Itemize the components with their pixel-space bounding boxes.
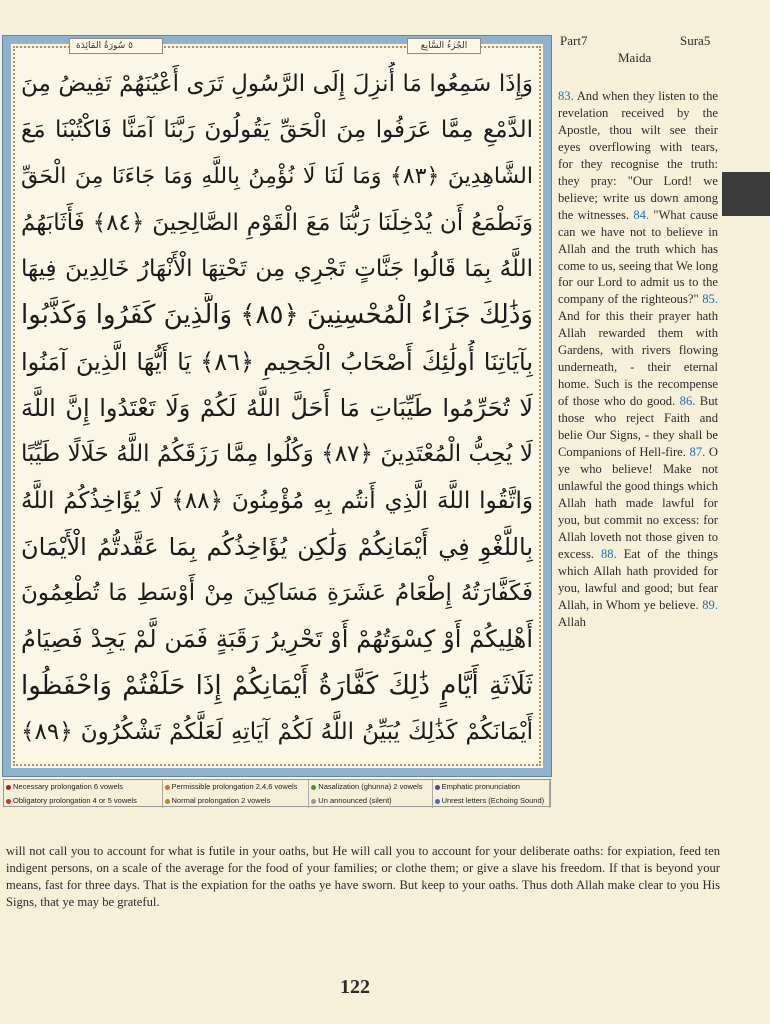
- legend-color-dot-icon: [6, 799, 11, 804]
- verse-number: 88.: [600, 546, 617, 561]
- legend-color-dot-icon: [435, 785, 440, 790]
- verse-number: 84.: [633, 207, 650, 222]
- legend-entry: [4, 794, 163, 808]
- arabic-line: وَاتَّقُوا اللَّهَ الَّذِي أَنتُم بِهِ مُؤْمِنُونَ ﴿٨٨﴾ لَا يُؤَاخِذُكُمُ اللَّهُ: [21, 487, 533, 514]
- legend-entry: [309, 780, 432, 794]
- quran-text-frame: [3, 36, 551, 776]
- legend-label: Un announced (silent): [318, 796, 392, 805]
- legend-label: Normal prolongation 2 vowels: [171, 796, 271, 805]
- legend-entry: [163, 780, 310, 794]
- english-translation-continued: will not call you to account for what is futile in your oaths, but He will call you to account for your deliberate oaths: for expiation, feed ten indigent persons, on a scale of the average for the food of your families; or clothe them; or give a slave his freedom. If that is beyond your means, fast for three days. That is the expiation for the oaths ye have sworn. But keep to your oaths. Thus doth Allah make clear to you His Signs, that ye may be grateful.: [6, 844, 720, 909]
- legend-color-dot-icon: [165, 799, 170, 804]
- verse-number: 89.: [702, 597, 718, 612]
- verse-text: And for this their prayer hath Allah rewarded them with Gardens, with rivers flowing underneath, - their eternal home. Such is the recompense of those who do good.: [558, 309, 718, 409]
- verse-number: 83.: [558, 89, 574, 103]
- legend-color-dot-icon: [311, 799, 316, 804]
- arabic-line: وَنَطْمَعُ أَن يُدْخِلَنَا رَبُّنَا مَعَ الْقَوْمِ الصَّالِحِينَ ﴿٨٤﴾ فَأَثَابَهُمُ: [21, 209, 533, 236]
- verse-text: But those who reject Faith and belie Our Signs, - they shall be Companions of Hell-fire.: [558, 394, 718, 460]
- arabic-line: لَا تُحَرِّمُوا طَيِّبَاتِ مَا أَحَلَّ اللَّهُ لَكُمْ وَلَا تَعْتَدُوا إِنَّ اللَّهَ: [21, 393, 533, 422]
- legend-entry: [309, 794, 432, 808]
- legend-entry: [433, 780, 550, 794]
- legend-label: Obligatory prolongation 4 or 5 vowels: [13, 796, 137, 805]
- tajweed-legend: [3, 779, 551, 807]
- arabic-line: أَهْلِيكُمْ أَوْ كِسْوَتُهُمْ أَوْ تَحْرِيرُ رَقَبَةٍ فَمَن لَّمْ يَجِدْ فَصِيَامُ: [21, 625, 533, 654]
- arabic-line: ثَلَاثَةِ أَيَّامٍ ذَٰلِكَ كَفَّارَةُ أَيْمَانِكُمْ إِذَا حَلَفْتُمْ وَاحْفَظُوا: [21, 670, 533, 701]
- sura-label: Sura5: [680, 33, 711, 48]
- page-side-tab: [722, 172, 770, 216]
- verse-number: 85.: [702, 292, 718, 307]
- legend-label: Permissible prolongation 2,4,6 vowels: [171, 782, 298, 791]
- legend-color-dot-icon: [6, 785, 11, 790]
- arabic-line: وَإِذَا سَمِعُوا مَا أُنزِلَ إِلَى الرَّسُولِ تَرَى أَعْيُنَهُمْ تَفِيضُ مِنَ: [21, 71, 533, 97]
- legend-label: Necessary prolongation 6 vowels: [13, 782, 124, 791]
- legend-color-dot-icon: [311, 785, 316, 790]
- legend-color-dot-icon: [435, 799, 440, 804]
- legend-entry: [4, 780, 163, 794]
- verse-text: O ye who believe! Make not unlawful the good things which Allah hath made lawful for you, but commit no excess: for Allah loveth not those given to excess.: [558, 445, 718, 561]
- verse-number: 87.: [689, 445, 706, 460]
- arabic-line: الدَّمْعِ مِمَّا عَرَفُوا مِنَ الْحَقِّ يَقُولُونَ رَبَّنَا آمَنَّا فَاكْتُبْنَا مَعَ: [21, 117, 533, 144]
- legend-label: Unrest letters (Echoing Sound): [441, 796, 545, 805]
- legend-entry: [433, 794, 550, 808]
- verse-text: And when they listen to the revelation received by the Apostle, thou wilt see their eyes overflowing with tears, for they recognise the truth: they pray: "Our Lord! we believe; write us down among the witnesses.: [558, 89, 718, 222]
- arabic-line: لَا يُحِبُّ الْمُعْتَدِينَ ﴿٨٧﴾ وَكُلُوا مِمَّا رَزَقَكُمُ اللَّهُ حَلَالًا طَيِّبًا: [21, 441, 533, 468]
- verse-text: "What cause can we have not to believe in Allah and the truth which has come to us, seeing that We long for our Lord to admit us to the company of the righteous?": [558, 207, 718, 307]
- arabic-line: أَيْمَانَكُمْ كَذَٰلِكَ يُبَيِّنُ اللَّهُ لَكُمْ آيَاتِهِ لَعَلَّكُمْ تَشْكُرُونَ ﴿٨٩﴾: [21, 718, 533, 745]
- arabic-line: الشَّاهِدِينَ ﴿٨٣﴾ وَمَا لَنَا لَا نُؤْمِنُ بِاللَّهِ وَمَا جَاءَنَا مِنَ الْحَقِّ: [21, 163, 533, 189]
- english-translation-column: [558, 88, 718, 631]
- page-number: 122: [340, 976, 370, 998]
- verse-text: Eat of the things which Allah hath provided for you, lawful and good; but fear Allah, in Whom ye believe.: [558, 546, 719, 612]
- legend-color-dot-icon: [165, 785, 170, 790]
- legend-label: Emphatic pronunciation: [441, 782, 520, 791]
- arabic-line: اللَّهُ بِمَا قَالُوا جَنَّاتٍ تَجْرِي مِن تَحْتِهَا الْأَنْهَارُ خَالِدِينَ فِيهَا: [21, 256, 533, 283]
- arabic-line: بِاللَّغْوِ فِي أَيْمَانِكُمْ وَلَٰكِن يُؤَاخِذُكُم بِمَا عَقَّدتُّمُ الْأَيْمَانَ: [21, 532, 533, 561]
- arabic-text-body: [21, 62, 533, 754]
- arabic-line: فَكَفَّارَتُهُ إِطْعَامُ عَشَرَةِ مَسَاكِينَ مِنْ أَوْسَطِ مَا تُطْعِمُونَ: [21, 580, 533, 607]
- legend-label: Nasalization (ghunna) 2 vowels: [318, 782, 423, 791]
- arabic-line: بِآيَاتِنَا أُولَٰئِكَ أَصْحَابُ الْجَحِيمِ ﴿٨٦﴾ يَا أَيُّهَا الَّذِينَ آمَنُوا: [21, 347, 533, 376]
- part-label: Part7: [560, 33, 588, 48]
- frame-sura-label: ٥ سُورَةُ المَائِدَة: [69, 38, 163, 54]
- frame-part-label: الجُزءُ السَّابِع: [407, 38, 481, 54]
- sura-name: Maida: [618, 50, 652, 65]
- arabic-line: وَذَٰلِكَ جَزَاءُ الْمُحْسِنِينَ ﴿٨٥﴾ وَالَّذِينَ كَفَرُوا وَكَذَّبُوا: [21, 300, 533, 331]
- legend-entry: [163, 794, 310, 808]
- verse-number: 86.: [679, 394, 696, 409]
- verse-text: Allah: [558, 614, 586, 629]
